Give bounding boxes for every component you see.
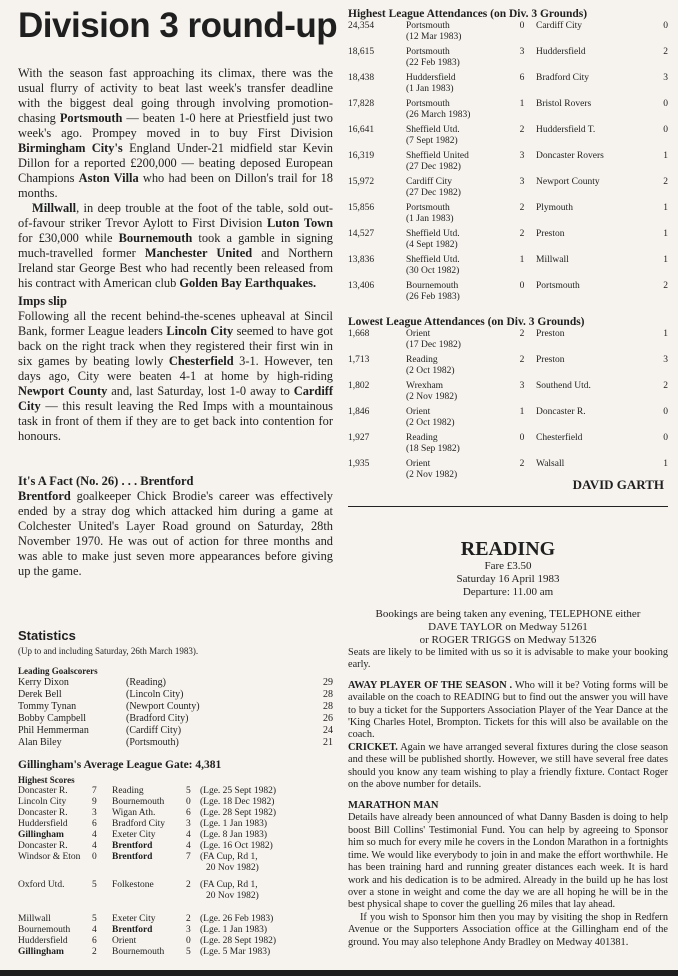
imps-section	[18, 294, 333, 444]
score-away: Bournemouth	[112, 797, 165, 807]
score-row-continued	[18, 863, 333, 874]
booking-line-2: DAVE TAYLOR on Medway 51261	[428, 621, 588, 633]
home-goals: 2	[519, 459, 525, 469]
scorer-row	[18, 701, 333, 713]
score-home: Windsor & Eton	[18, 852, 81, 862]
score-away-goals: 4	[186, 830, 191, 840]
reading-date: Saturday 16 April 1983	[456, 573, 560, 585]
scorers-table	[18, 677, 333, 749]
match-date: (4 Sept 1982)	[406, 240, 458, 250]
scorer-club: (Cardiff City)	[126, 725, 182, 736]
attendance-figure: 16,641	[348, 125, 375, 135]
home-goals: 2	[519, 329, 525, 339]
attendance-figure: 1,927	[348, 433, 370, 443]
score-row	[18, 852, 333, 863]
home-goals: 1	[519, 99, 525, 109]
fact-section	[18, 474, 333, 579]
byline: DAVID GARTH	[572, 477, 664, 492]
score-home-goals: 0	[92, 852, 97, 862]
home-goals: 0	[519, 21, 525, 31]
match-date: (2 Nov 1982)	[406, 392, 458, 402]
scorer-club: (Portsmouth)	[126, 737, 179, 748]
score-row	[18, 841, 333, 852]
imps-paragraph: Following all the recent behind-the-scenes upheaval at Sincil Bank, former League leaders Lincoln City seemed to have got back on the right track when they registered their first win in six games by beating lowly Chesterfield 3-1. However, ten days ago, City were beaten 4-1 at home by high-riding Newport County and, last Saturday, lost 1-0 away to Cardiff City — this result leaving the Red Imps with a mountainous task in front of them if they are to get back into contention for honours.	[18, 309, 334, 443]
score-row	[18, 797, 333, 808]
away-team: Walsall	[536, 459, 565, 469]
page-bottom-bar	[0, 970, 678, 976]
scores-heading: Highest Scores	[18, 775, 75, 785]
score-home-goals: 4	[92, 830, 97, 840]
score-note: (Lge. 1 Jan 1983)	[200, 925, 268, 935]
away-team: Huddersfield T.	[536, 125, 596, 135]
match-date: (2 Oct 1982)	[406, 418, 455, 428]
away-goals: 0	[663, 433, 668, 443]
score-away: Brentford	[112, 841, 153, 851]
score-away-goals: 6	[186, 808, 191, 818]
score-note: (Lge. 25 Sept 1982)	[200, 786, 276, 796]
home-team: Orient	[406, 459, 431, 469]
score-away: Wigan Ath.	[112, 808, 156, 818]
away-goals: 1	[663, 459, 668, 469]
away-goals: 0	[663, 99, 668, 109]
reading-title: READING	[460, 538, 556, 560]
attendance-home	[406, 99, 508, 125]
match-date: (17 Dec 1982)	[406, 340, 461, 350]
away-goals: 0	[663, 407, 668, 417]
scorer-row	[18, 713, 333, 725]
cricket-paragraph: CRICKET. Again we have arranged several fixtures during the close season and these will be published shortly. However, we still have several free dates should you know any team wishing to play a friendly fixture. Contact Roger on the above number for details.	[348, 741, 668, 791]
score-home-goals: 4	[92, 841, 97, 851]
score-home: Doncaster R.	[18, 841, 68, 851]
score-home: Gillingham	[18, 947, 64, 957]
score-away: Orient	[112, 936, 137, 946]
attendance-figure: 1,935	[348, 459, 370, 469]
home-goals: 3	[519, 381, 525, 391]
scorer-goals: 29	[323, 677, 333, 688]
scorer-club: (Reading)	[126, 677, 166, 688]
attendance-row	[348, 125, 668, 151]
attendance-row	[348, 355, 668, 381]
attendance-home	[406, 255, 508, 281]
attendance-home	[406, 281, 508, 307]
away-goals: 1	[663, 229, 668, 239]
attendance-home	[406, 433, 508, 459]
score-away: Folkestone	[112, 880, 154, 890]
score-home-goals: 3	[92, 808, 97, 818]
away-goals: 0	[663, 21, 668, 31]
reading-trip	[348, 538, 668, 949]
highest-table	[348, 21, 668, 307]
home-team: Sheffield Utd.	[406, 125, 460, 135]
score-away-goals: 3	[186, 925, 191, 935]
scorer-row	[18, 737, 333, 749]
home-team: Portsmouth	[406, 99, 450, 109]
away-team: Newport County	[536, 177, 600, 187]
article-paragraph-2: Millwall, in deep trouble at the foot of the table, sold out-of-favour striker Trevor Aylott to First Division Luton Town for £30,000 while Bournemouth took a gamble in signing much-travelled former Manchester United and Northern Ireland star George Best who had recently been released from his contract with American club Golden Bay Earthquakes.	[18, 201, 334, 290]
score-home-goals: 5	[92, 914, 97, 924]
score-note: (Lge. 1 Jan 1983)	[200, 819, 268, 829]
score-home-goals: 6	[92, 936, 97, 946]
score-away: Reading	[112, 786, 144, 796]
score-row	[18, 936, 333, 947]
score-note: (Lge. 18 Dec 1982)	[200, 797, 275, 807]
score-row	[18, 914, 333, 925]
score-row	[18, 880, 333, 891]
attendance-home	[406, 203, 508, 229]
gate-heading: Gillingham's Average League Gate: 4,381	[18, 759, 222, 771]
score-note: (Lge. 8 Jan 1983)	[200, 830, 268, 840]
score-home-goals: 5	[92, 880, 97, 890]
attendance-home	[406, 177, 508, 203]
attendance-row	[348, 329, 668, 355]
booking-line-3: or ROGER TRIGGS on Medway 51326	[419, 634, 597, 646]
attendance-figure: 16,319	[348, 151, 375, 161]
home-goals: 2	[519, 355, 525, 365]
attendance-figure: 1,802	[348, 381, 370, 391]
away-team: Doncaster Rovers	[536, 151, 604, 161]
attendance-home	[406, 381, 508, 407]
attendance-home	[406, 73, 508, 99]
home-team: Portsmouth	[406, 21, 450, 31]
score-row	[18, 830, 333, 841]
match-date: (1 Jan 1983)	[406, 84, 454, 94]
imps-heading: Imps slip	[18, 294, 67, 308]
home-team: Huddersfield	[406, 73, 456, 83]
score-away: Exeter City	[112, 914, 156, 924]
highest-attendances	[348, 8, 668, 307]
statistics-heading: Statistics	[18, 628, 76, 643]
attendance-row	[348, 229, 668, 255]
scorer-club: (Newport County)	[126, 701, 200, 712]
score-note: (Lge. 5 Mar 1983)	[200, 947, 271, 957]
scorer-goals: 21	[323, 737, 333, 748]
score-away-goals: 5	[186, 947, 191, 957]
score-note: (FA Cup, Rd 1,	[200, 880, 258, 890]
score-home: Gillingham	[18, 830, 64, 840]
reading-departure: Departure: 11.00 am	[462, 586, 554, 598]
home-goals: 3	[519, 151, 525, 161]
home-goals: 3	[519, 47, 525, 57]
attendance-row	[348, 73, 668, 99]
home-goals: 2	[519, 203, 525, 213]
home-team: Orient	[406, 329, 431, 339]
statistics-note: (Up to and including Saturday, 26th March 1983).	[18, 646, 199, 656]
reading-fare: Fare £3.50	[484, 560, 532, 572]
score-home-goals: 9	[92, 797, 97, 807]
attendance-home	[406, 459, 508, 485]
attendance-row	[348, 177, 668, 203]
away-team: Chesterfield	[536, 433, 583, 443]
away-team: Portsmouth	[536, 281, 580, 291]
score-note: (Lge. 28 Sept 1982)	[200, 808, 276, 818]
score-away: Bournemouth	[112, 947, 165, 957]
match-date: (22 Feb 1983)	[406, 58, 460, 68]
article-paragraph-1: With the season fast approaching its climax, there was the usual flurry of activity to beat last week's transfer deadline with the biggest deal going through involving promotion-chasing Portsmouth — beaten 1-0 here at Priestfield just two week's ago. Prompey moved in to buy First Division Birmingham City's England Under-21 midfield star Kevin Dillon for a reported £200,000 — beating deposed European Champions Aston Villa who had been on Dillon's trail for 18 months.	[18, 66, 334, 200]
attendance-figure: 13,406	[348, 281, 375, 291]
attendance-figure: 18,438	[348, 73, 375, 83]
match-date: (1 Jan 1983)	[406, 214, 454, 224]
right-column	[348, 0, 668, 976]
lowest-heading: Lowest League Attendances (on Div. 3 Grounds)	[348, 316, 585, 328]
home-goals: 0	[519, 433, 525, 443]
scorer-name: Alan Biley	[18, 737, 62, 748]
score-home-goals: 7	[92, 786, 97, 796]
attendance-row	[348, 381, 668, 407]
match-date: (2 Nov 1982)	[406, 470, 458, 480]
score-note: (Lge. 16 Oct 1982)	[200, 841, 273, 851]
home-team: Bournemouth	[406, 281, 459, 291]
away-goals: 1	[663, 203, 668, 213]
score-note: (Lge. 28 Sept 1982)	[200, 936, 276, 946]
away-team: Millwall	[536, 255, 569, 265]
article-body	[18, 66, 333, 291]
scorers-heading: Leading Goalscorers	[18, 666, 98, 676]
score-row	[18, 819, 333, 830]
score-away-goals: 0	[186, 797, 191, 807]
home-team: Cardiff City	[406, 177, 453, 187]
score-away: Brentford	[112, 852, 153, 862]
home-goals: 6	[519, 73, 525, 83]
scorer-name: Bobby Campbell	[18, 713, 87, 724]
left-column	[18, 0, 338, 976]
away-goals: 1	[663, 255, 668, 265]
scorer-name: Phil Hemmerman	[18, 725, 89, 736]
match-date: (2 Oct 1982)	[406, 366, 455, 376]
away-team: Cardiff City	[536, 21, 583, 31]
attendance-home	[406, 407, 508, 433]
score-away: Exeter City	[112, 830, 156, 840]
scorer-goals: 24	[323, 725, 333, 736]
away-team: Preston	[536, 329, 565, 339]
match-date: (18 Sep 1982)	[406, 444, 460, 454]
score-home: Lincoln City	[18, 797, 67, 807]
scorer-club: (Bradford City)	[126, 713, 189, 724]
away-team: Bristol Rovers	[536, 99, 592, 109]
match-date: (7 Sept 1982)	[406, 136, 458, 146]
home-goals: 1	[519, 255, 525, 265]
score-away: Brentford	[112, 925, 153, 935]
away-team: Preston	[536, 229, 565, 239]
marathon-paragraph-2: If you wish to Sponsor him then you may by visiting the shop in Redfern Avenue or the Supporters Association office at the Gillingham end of the ground. You may also telephone Andy Bradley on Medway 401381.	[348, 911, 668, 948]
score-away-goals: 2	[186, 880, 191, 890]
home-goals: 0	[519, 281, 525, 291]
home-team: Portsmouth	[406, 203, 450, 213]
score-away-goals: 2	[186, 914, 191, 924]
scorer-goals: 26	[323, 713, 333, 724]
statistics-section	[18, 628, 333, 958]
score-row	[18, 808, 333, 819]
lowest-table	[348, 329, 668, 485]
away-team: Huddersfield	[536, 47, 586, 57]
score-home-goals: 2	[92, 947, 97, 957]
attendance-home	[406, 229, 508, 255]
scores-table	[18, 786, 333, 958]
attendance-figure: 1,846	[348, 407, 370, 417]
scorer-name: Tommy Tynan	[18, 701, 77, 712]
attendance-figure: 1,713	[348, 355, 370, 365]
score-note: (Lge. 26 Feb 1983)	[200, 914, 274, 924]
fact-heading: It's A Fact (No. 26) . . . Brentford	[18, 474, 194, 488]
home-team: Sheffield Utd.	[406, 229, 460, 239]
home-team: Reading	[406, 433, 438, 443]
scorer-goals: 28	[323, 689, 333, 700]
score-home-goals: 4	[92, 925, 97, 935]
score-note-line-2: 20 Nov 1982)	[206, 891, 259, 901]
away-goals: 0	[663, 125, 668, 135]
score-home-goals: 6	[92, 819, 97, 829]
home-team: Portsmouth	[406, 47, 450, 57]
score-home: Bournemouth	[18, 925, 71, 935]
attendance-figure: 14,527	[348, 229, 375, 239]
score-away-goals: 0	[186, 936, 191, 946]
match-date: (27 Dec 1982)	[406, 188, 461, 198]
attendance-row	[348, 281, 668, 307]
booking-line-4: Seats are likely to be limited with us so it is advisable to make your booking early.	[348, 647, 668, 671]
away-goals: 1	[663, 151, 668, 161]
away-goals: 3	[663, 355, 668, 365]
attendance-figure: 24,354	[348, 21, 375, 31]
score-note-line-2: 20 Nov 1982)	[206, 863, 259, 873]
home-goals: 1	[519, 407, 525, 417]
away-team: Plymouth	[536, 203, 573, 213]
away-team: Preston	[536, 355, 565, 365]
attendance-figure: 15,972	[348, 177, 375, 187]
away-goals: 1	[663, 329, 668, 339]
score-note: (FA Cup, Rd 1,	[200, 852, 258, 862]
attendance-home	[406, 47, 508, 73]
attendance-home	[406, 151, 508, 177]
away-goals: 2	[663, 381, 668, 391]
away-goals: 2	[663, 47, 668, 57]
away-team: Doncaster R.	[536, 407, 586, 417]
attendance-figure: 15,856	[348, 203, 375, 213]
home-team: Wrexham	[406, 381, 444, 391]
attendance-row	[348, 433, 668, 459]
home-team: Sheffield United	[406, 151, 469, 161]
lowest-attendances	[348, 316, 668, 485]
home-team: Orient	[406, 407, 431, 417]
score-away: Bradford City	[112, 819, 166, 829]
attendance-figure: 18,615	[348, 47, 375, 57]
attendance-home	[406, 21, 508, 47]
match-date: (12 Mar 1983)	[406, 32, 462, 42]
away-goals: 2	[663, 281, 668, 291]
fact-paragraph: Brentford goalkeeper Chick Brodie's career was effectively ended by a stray dog which attacked him during a game at Colchester United's Layer Road ground on Saturday, 28th November 1970. He was out of action for three months and was able to make just seven more appearances before giving up the game.	[18, 489, 333, 578]
attendance-figure: 13,836	[348, 255, 375, 265]
scorer-row	[18, 725, 333, 737]
attendance-row	[348, 255, 668, 281]
marathon-heading: MARATHON MAN	[348, 800, 439, 812]
attendance-home	[406, 125, 508, 151]
scorer-goals: 28	[323, 701, 333, 712]
score-row	[18, 925, 333, 936]
score-home: Huddersfield	[18, 936, 68, 946]
attendance-row	[348, 47, 668, 73]
score-home: Huddersfield	[18, 819, 68, 829]
highest-heading: Highest League Attendances (on Div. 3 Grounds)	[348, 8, 588, 20]
scorer-row	[18, 677, 333, 689]
home-team: Sheffield Utd.	[406, 255, 460, 265]
attendance-row	[348, 407, 668, 433]
attendance-figure: 1,668	[348, 329, 370, 339]
score-home: Doncaster R.	[18, 808, 68, 818]
attendance-row	[348, 21, 668, 47]
match-date: (27 Dec 1982)	[406, 162, 461, 172]
section-divider	[348, 506, 668, 507]
marathon-paragraph-1: Details have already been announced of what Danny Basden is doing to help boost Bill Collins' Testimonial Fund. You can help by agreeing to Sponsor him so much for every mile he covers in the London Marathon in a fortnights time. We would like everybody to join in and make the effort worthwhile. He has been training hard and running greater distances each week. It is hard work and his dedication is to be admired. Already in the build up he has lost over a stone in weight and come the day we are all hoping he will be in the best physical shape to cover the guelling 26 miles that lay ahead.	[348, 812, 668, 911]
away-team: Bradford City	[536, 73, 590, 83]
attendance-row	[348, 151, 668, 177]
match-date: (30 Oct 1982)	[406, 266, 460, 276]
score-row-continued	[18, 891, 333, 902]
attendance-home	[406, 329, 508, 355]
away-goals: 3	[663, 73, 668, 83]
home-goals: 2	[519, 125, 525, 135]
home-goals: 2	[519, 229, 525, 239]
attendance-row	[348, 203, 668, 229]
scorer-name: Kerry Dixon	[18, 677, 69, 688]
score-row	[18, 947, 333, 958]
match-date: (26 Feb 1983)	[406, 292, 460, 302]
score-home: Doncaster R.	[18, 786, 68, 796]
away-goals: 2	[663, 177, 668, 187]
match-date: (26 March 1983)	[406, 110, 471, 120]
article-title: Division 3 round-up	[18, 6, 338, 45]
score-home: Oxford Utd.	[18, 880, 65, 890]
scorer-row	[18, 689, 333, 701]
score-home: Millwall	[18, 914, 51, 924]
score-away-goals: 3	[186, 819, 191, 829]
home-goals: 3	[519, 177, 525, 187]
attendance-row	[348, 99, 668, 125]
scorer-name: Derek Bell	[18, 689, 62, 700]
away-player-paragraph: AWAY PLAYER OF THE SEASON . Who will it be? Voting forms will be available on the coach to READING but to find out the answer you will have to buy a ticket for the Supporters Association Player of the Year Dance at the 'King Charles Hotel, Brompton. Tickets for this will also be available on the coach.	[348, 679, 668, 741]
score-away-goals: 7	[186, 852, 191, 862]
attendance-figure: 17,828	[348, 99, 375, 109]
score-away-goals: 5	[186, 786, 191, 796]
score-away-goals: 4	[186, 841, 191, 851]
home-team: Reading	[406, 355, 438, 365]
booking-line-1: Bookings are being taken any evening, TELEPHONE either	[375, 608, 641, 620]
away-team: Southend Utd.	[536, 381, 591, 391]
scorer-club: (Lincoln City)	[126, 689, 184, 700]
attendance-home	[406, 355, 508, 381]
score-row	[18, 786, 333, 797]
